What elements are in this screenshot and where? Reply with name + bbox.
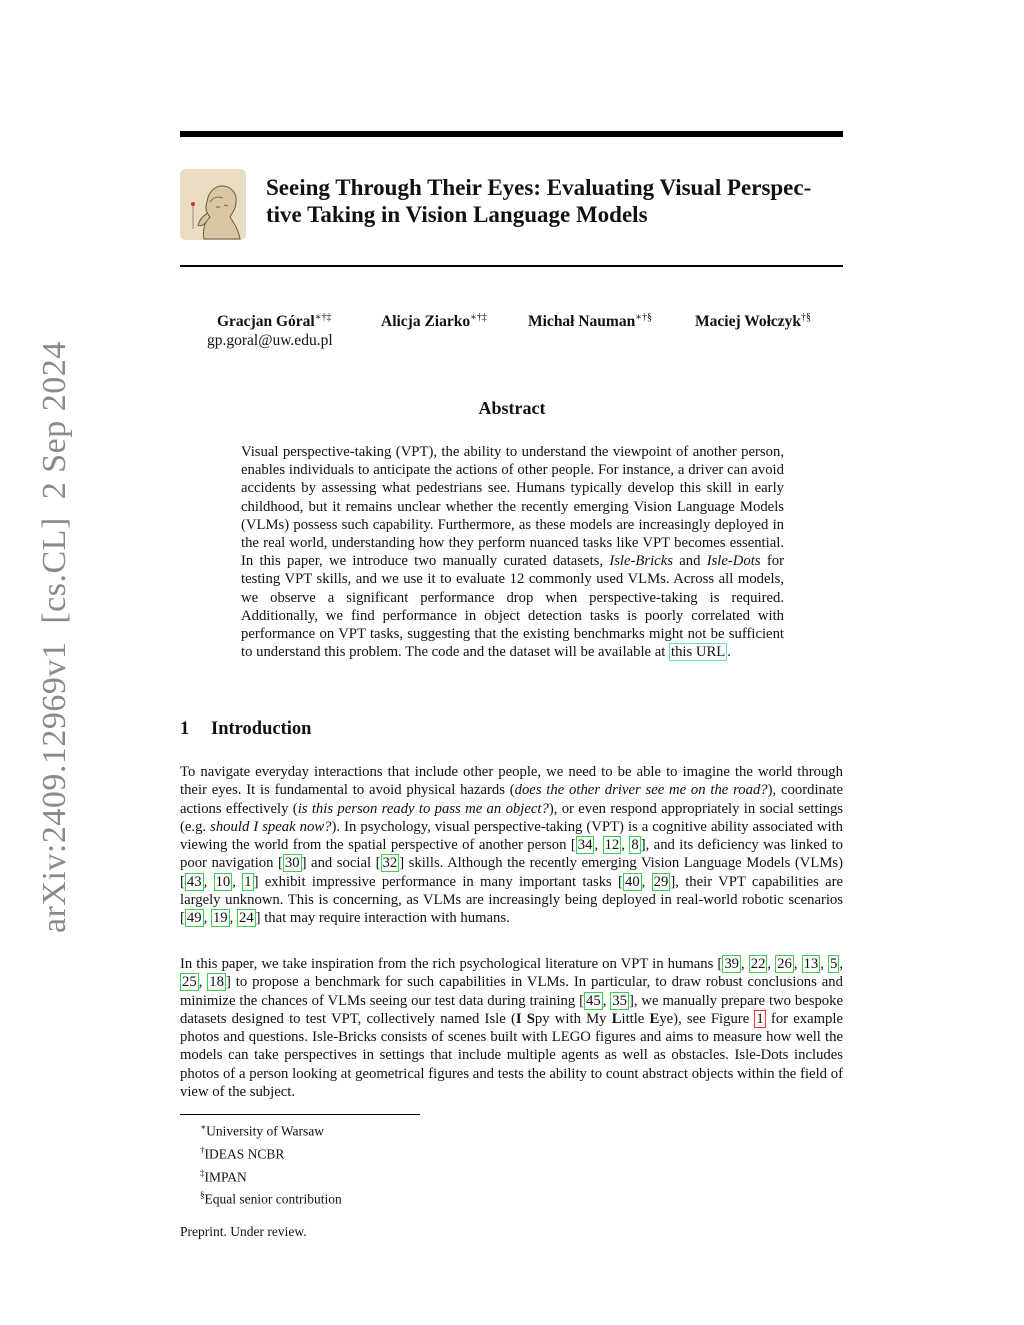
author-email: gp.goral@uw.edu.pl bbox=[207, 332, 333, 349]
paper-logo-thinker-image bbox=[180, 169, 246, 240]
citation-link[interactable]: 5 bbox=[830, 956, 838, 972]
footnote: ∗University of Warsaw bbox=[200, 1122, 325, 1139]
citation-link[interactable]: 45 bbox=[586, 992, 601, 1009]
preprint-footer: Preprint. Under review. bbox=[180, 1224, 307, 1239]
citation-link[interactable]: 39 bbox=[724, 956, 739, 972]
citation-link[interactable]: 30 bbox=[284, 855, 300, 872]
citation-link[interactable]: 32 bbox=[382, 855, 398, 872]
citation-link[interactable]: 29 bbox=[653, 873, 669, 890]
title-line-1: Seeing Through Their Eyes: Evaluating Visual Perspec- bbox=[266, 175, 812, 200]
title-bottom-rule bbox=[180, 265, 843, 267]
citation-link[interactable]: 26 bbox=[777, 956, 792, 972]
citation-link[interactable]: 18 bbox=[209, 974, 224, 991]
footnote-rule bbox=[180, 1114, 420, 1115]
author-3: Michał Nauman∗†§ bbox=[528, 312, 653, 331]
citation-link[interactable]: 8 bbox=[631, 837, 639, 854]
author-1: Gracjan Góral∗†‡ bbox=[217, 312, 332, 331]
citation-link[interactable]: 25 bbox=[182, 974, 197, 991]
title-line-2: tive Taking in Vision Language Models bbox=[266, 202, 648, 227]
footnote: §Equal senior contribution bbox=[200, 1190, 342, 1207]
citation-link[interactable]: 43 bbox=[186, 873, 202, 890]
citation-link[interactable]: 22 bbox=[750, 956, 766, 972]
author-4: Maciej Wołczyk†§ bbox=[695, 312, 812, 331]
footnote: †IDEAS NCBR bbox=[200, 1144, 285, 1162]
citation-link[interactable]: 35 bbox=[612, 992, 627, 1009]
citation-link[interactable]: 34 bbox=[577, 837, 593, 854]
citation-link[interactable]: 24 bbox=[238, 910, 254, 927]
paper-title bbox=[266, 174, 856, 228]
intro-paragraph-2: In this paper, we take inspiration from the rich psychological literature on VPT in humans [ 39 , 22 , 26 , 13 , 5 , 25 , 18 ] to propose a benchmark for such capabilities in VLMs. In particular, to draw robust conclusions and minimize the chances of VLMs seeing our test data during training [ 45 , 35 ], we manually prepare two bespoke datasets designed to test VPT, collectively named Isle (I Spy with My Little Eye), see Figure 1 for example photos and questions. Isle-Bricks consists of scenes built with LEGO figures and aims to measure how well the models can take perspectives in settings that include multiple agents as well as obstacles. Isle-Dots includes photos of a person looking at geometrical figures and tests the ability to count abstract objects within the field of view of the subject. bbox=[180, 956, 844, 1101]
author-2: Alicja Ziarko∗†‡ bbox=[381, 312, 487, 331]
arxiv-side-banner: arXiv:2409.12969v1 [cs.CL] 2 Sep 2024 bbox=[36, 341, 73, 933]
citation-link[interactable]: 13 bbox=[803, 956, 819, 972]
section-heading-introduction: 1 Introduction bbox=[180, 719, 312, 739]
citation-link[interactable]: 49 bbox=[186, 910, 202, 927]
citation-link[interactable]: 40 bbox=[624, 873, 640, 890]
figure-reference-link[interactable]: 1 bbox=[756, 1010, 764, 1027]
dataset-url-link[interactable]: this URL bbox=[670, 644, 726, 661]
intro-paragraph-1: To navigate everyday interactions that include other people, we need to be able to imagine the world through their eyes. It is fundamental to avoid physical hazards (does the other driver see me on the road?), coordinate actions effectively (is this person ready to pass me an object?), or even respond appropriately in social settings (e.g. should I speak now?). In psychology, visual perspective-taking (VPT) is a cognitive ability associated with viewing the world from the spatial perspective of another person [ 34 , 12 , 8 ], and its deficiency was linked to poor navigation [ 30 ] and social [ 32 ] skills. Although the recently emerging Vision Language Models (VLMs) [ 43 , 10 , 1 ] exhibit impressive performance in many important tasks [ 40 , 29 ], their VPT capabilities are largely unknown. This is concerning, as VLMs are increasingly being deployed in real-world robotic scenarios [ 49 , 19 , 24 ] that may require interaction with humans. bbox=[180, 764, 844, 927]
title-top-rule bbox=[180, 131, 843, 137]
abstract-heading: Abstract bbox=[478, 398, 546, 418]
citation-link[interactable]: 10 bbox=[215, 873, 231, 890]
citation-link[interactable]: 19 bbox=[212, 910, 228, 927]
citation-link[interactable]: 1 bbox=[244, 873, 252, 890]
footnote: ‡IMPAN bbox=[200, 1167, 247, 1185]
footnotes bbox=[200, 1118, 342, 1209]
abstract-text: Visual perspective-taking (VPT), the ability to understand the viewpoint of another person, enables individuals to anticipate the actions of other people. For instance, a driver can avoid accidents by assessing what pedestrians see. Humans typically develop this skill in early childhood, but it remains unclear whether the recently emerging Vision Language Models (VLMs) possess such capability. Furthermore, as these models are increasingly deployed in the real world, understanding how they perform nuanced tasks like VPT becomes essential. In this paper, we introduce two manually curated datasets, Isle-Bricks and Isle-Dots for testing VPT skills, and we use it to evaluate 12 commonly used VLMs. Across all models, we observe a significant performance drop when perspective-taking is required. Additionally, we find performance in object detection tasks is poorly correlated with performance on VPT tasks, suggesting that the existing benchmarks might not be sufficient to understand this problem. The code and the dataset will be available at this URL . bbox=[241, 444, 784, 661]
citation-link[interactable]: 12 bbox=[604, 837, 620, 854]
